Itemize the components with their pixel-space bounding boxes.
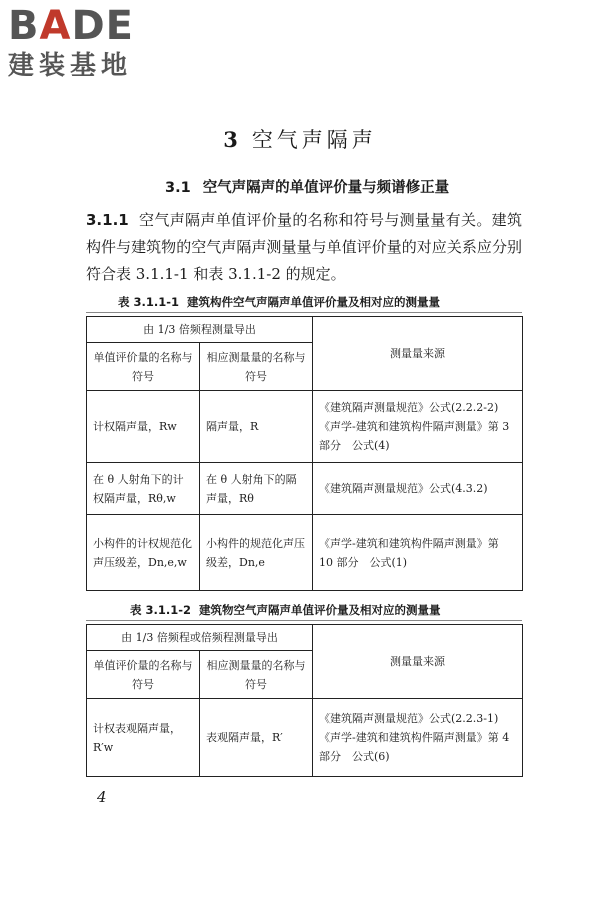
table2-top-rule bbox=[86, 620, 522, 621]
table1-caption bbox=[118, 294, 440, 310]
table2-group-header: 由 1/3 倍频程或倍频程测量导出 bbox=[87, 625, 313, 651]
section-title: 空气声隔声的单值评价量与频谱修正量 bbox=[202, 180, 450, 196]
table-cell: 在 θ 人射角下的隔声量，Rθ bbox=[200, 463, 313, 515]
table-cell: 隔声量，R bbox=[200, 391, 313, 463]
table1-title: 建筑构件空气声隔声单值评价量及相对应的测量量 bbox=[187, 295, 441, 309]
table-row bbox=[87, 515, 523, 591]
table-row bbox=[87, 625, 523, 651]
table2-title: 建筑物空气声隔声单值评价量及相对应的测量量 bbox=[199, 603, 441, 617]
table-cell: 计权表观隔声量，R′w bbox=[87, 699, 200, 777]
table2-caption bbox=[130, 602, 441, 618]
clause-paragraph bbox=[86, 207, 522, 288]
chapter-number: 3 bbox=[223, 127, 242, 152]
clause-number: 3.1.1 bbox=[86, 211, 129, 229]
brand-wordmark: BADE bbox=[8, 3, 134, 49]
table-cell: 小构件的规范化声压级差，Dn,e bbox=[200, 515, 313, 591]
table2 bbox=[86, 624, 523, 777]
table-row bbox=[87, 317, 523, 343]
brand-logo bbox=[8, 4, 188, 82]
table-cell: 《建筑隔声测量规范》公式(2.2.2-2)《声学-建筑和建筑构件隔声测量》第 3 部分 公式(4) bbox=[313, 391, 523, 463]
table-cell: 表观隔声量，R′ bbox=[200, 699, 313, 777]
chapter-heading bbox=[0, 124, 600, 154]
table2-col2-header: 相应测量量的名称与符号 bbox=[200, 651, 313, 699]
table-cell: 《建筑隔声测量规范》公式(2.2.3-1)《声学-建筑和建筑构件隔声测量》第 4 部分 公式(6) bbox=[313, 699, 523, 777]
table1-group-header: 由 1/3 倍频程测量导出 bbox=[87, 317, 313, 343]
table1-col3-header: 测量量来源 bbox=[313, 317, 523, 391]
brand-subtitle: 建装基地 bbox=[8, 51, 133, 81]
table-cell: 计权隔声量，Rw bbox=[87, 391, 200, 463]
table1 bbox=[86, 316, 523, 591]
table-cell: 《声学-建筑和建筑构件隔声测量》第 10 部分 公式(1) bbox=[313, 515, 523, 591]
table-row bbox=[87, 391, 523, 463]
table1-col1-header: 单值评价量的名称与符号 bbox=[87, 343, 200, 391]
table1-col2-header: 相应测量量的名称与符号 bbox=[200, 343, 313, 391]
table-cell: 《建筑隔声测量规范》公式(4.3.2) bbox=[313, 463, 523, 515]
section-number: 3.1 bbox=[165, 180, 191, 196]
table2-col3-header: 测量量来源 bbox=[313, 625, 523, 699]
table-row bbox=[87, 699, 523, 777]
table-row bbox=[87, 463, 523, 515]
table-cell: 在 θ 人射角下的计权隔声量，Rθ,w bbox=[87, 463, 200, 515]
table2-number: 表 3.1.1-2 bbox=[130, 603, 192, 617]
page-number: 4 bbox=[97, 788, 107, 806]
table1-number: 表 3.1.1-1 bbox=[118, 295, 180, 309]
chapter-title: 空气声隔声 bbox=[251, 128, 377, 152]
clause-text: 空气声隔声单值评价量的名称和符号与测量量有关。建筑构件与建筑物的空气声隔声测量量与单值评价量的对应关系应分别符合表 3.1.1-1 和表 3.1.1-2 的规定。 bbox=[86, 211, 522, 283]
section-heading bbox=[165, 176, 449, 197]
table1-top-rule bbox=[86, 312, 522, 313]
table-cell: 小构件的计权规范化声压级差，Dn,e,w bbox=[87, 515, 200, 591]
table2-col1-header: 单值评价量的名称与符号 bbox=[87, 651, 200, 699]
